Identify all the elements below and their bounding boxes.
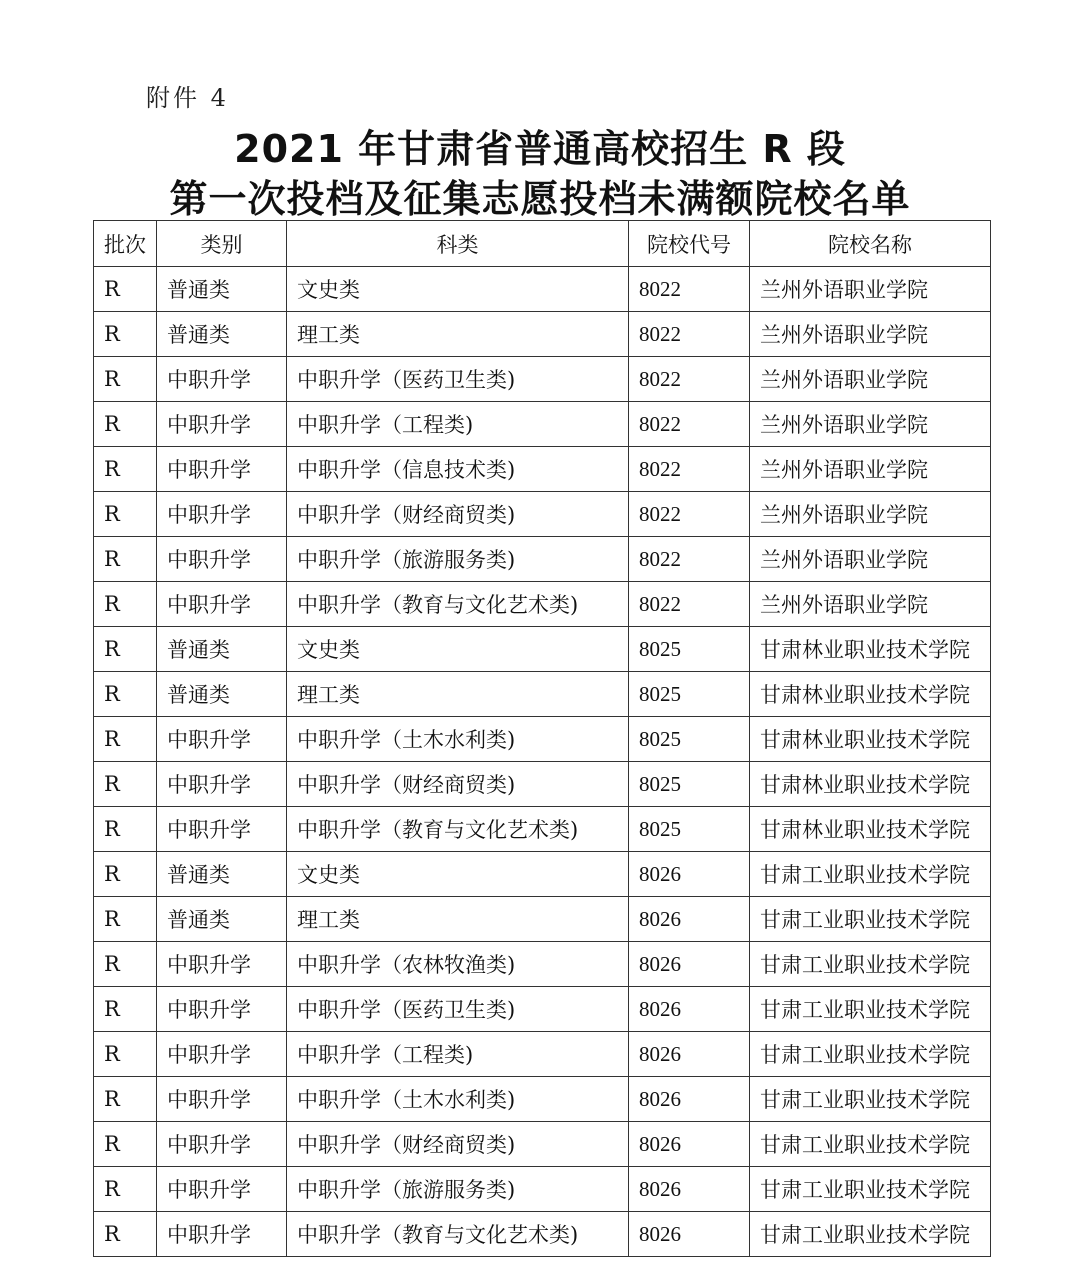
cell-type: 中职升学 [157,1077,287,1122]
cell-school-code: 8022 [629,402,750,447]
cell-batch: R [94,1167,157,1212]
cell-school-code: 8022 [629,492,750,537]
table-row [94,852,991,897]
cell-school-code: 8026 [629,1077,750,1122]
cell-subject: 中职升学（土木水利类) [287,1077,629,1122]
cell-batch: R [94,1077,157,1122]
table-row [94,582,991,627]
cell-type: 普通类 [157,897,287,942]
header-batch: 批次 [94,221,157,267]
cell-type: 中职升学 [157,1122,287,1167]
table-header-row [94,221,991,267]
cell-school-code: 8026 [629,897,750,942]
document-title-line1: 2021 年甘肃省普通高校招生 R 段 [234,127,846,171]
cell-school-code: 8022 [629,582,750,627]
header-school-name: 院校名称 [750,221,991,267]
cell-subject: 中职升学（信息技术类) [287,447,629,492]
cell-school-code: 8026 [629,1122,750,1167]
cell-subject: 中职升学（财经商贸类) [287,492,629,537]
cell-subject: 中职升学（医药卫生类) [287,357,629,402]
cell-type: 中职升学 [157,717,287,762]
cell-batch: R [94,1032,157,1077]
cell-subject: 理工类 [287,672,629,717]
attachment-label: 附件 4 [146,84,229,112]
cell-batch: R [94,807,157,852]
cell-batch: R [94,852,157,897]
cell-school-code: 8025 [629,762,750,807]
cell-school-code: 8026 [629,987,750,1032]
cell-school-name: 甘肃工业职业技术学院 [750,1077,991,1122]
cell-school-name: 甘肃工业职业技术学院 [750,1167,991,1212]
cell-type: 中职升学 [157,357,287,402]
cell-subject: 中职升学（教育与文化艺术类) [287,1212,629,1257]
table-row [94,1122,991,1167]
cell-subject: 中职升学（土木水利类) [287,717,629,762]
table-row [94,627,991,672]
table-row [94,267,991,312]
cell-type: 中职升学 [157,987,287,1032]
table-row [94,1212,991,1257]
cell-type: 中职升学 [157,1212,287,1257]
cell-subject: 中职升学（教育与文化艺术类) [287,582,629,627]
cell-school-code: 8025 [629,672,750,717]
table-row [94,807,991,852]
cell-school-name: 甘肃工业职业技术学院 [750,897,991,942]
header-school-code: 院校代号 [629,221,750,267]
table-row [94,987,991,1032]
cell-school-name: 甘肃林业职业技术学院 [750,807,991,852]
cell-school-code: 8026 [629,942,750,987]
cell-subject: 中职升学（医药卫生类) [287,987,629,1032]
cell-type: 普通类 [157,672,287,717]
cell-batch: R [94,267,157,312]
cell-subject: 理工类 [287,312,629,357]
cell-subject: 中职升学（教育与文化艺术类) [287,807,629,852]
cell-batch: R [94,897,157,942]
cell-type: 普通类 [157,852,287,897]
table-row [94,672,991,717]
cell-type: 中职升学 [157,1167,287,1212]
cell-school-name: 兰州外语职业学院 [750,492,991,537]
cell-school-name: 兰州外语职业学院 [750,357,991,402]
table-row [94,402,991,447]
cell-school-code: 8022 [629,312,750,357]
cell-type: 普通类 [157,267,287,312]
cell-school-code: 8022 [629,447,750,492]
cell-subject: 中职升学（农林牧渔类) [287,942,629,987]
cell-subject: 理工类 [287,897,629,942]
cell-school-name: 甘肃工业职业技术学院 [750,942,991,987]
cell-batch: R [94,627,157,672]
cell-subject: 文史类 [287,267,629,312]
cell-school-name: 甘肃林业职业技术学院 [750,672,991,717]
cell-school-code: 8025 [629,807,750,852]
table-row [94,357,991,402]
table-row [94,447,991,492]
cell-batch: R [94,987,157,1032]
cell-type: 中职升学 [157,447,287,492]
cell-type: 中职升学 [157,807,287,852]
cell-subject: 中职升学（工程类) [287,1032,629,1077]
cell-school-code: 8025 [629,627,750,672]
cell-type: 中职升学 [157,402,287,447]
cell-school-name: 甘肃工业职业技术学院 [750,987,991,1032]
cell-batch: R [94,672,157,717]
table-row [94,1032,991,1077]
cell-batch: R [94,312,157,357]
document-title-line2: 第一次投档及征集志愿投档未满额院校名单 [169,177,911,221]
cell-type: 中职升学 [157,582,287,627]
table-row [94,942,991,987]
cell-school-code: 8026 [629,1167,750,1212]
cell-subject: 文史类 [287,852,629,897]
cell-school-code: 8026 [629,1212,750,1257]
cell-batch: R [94,942,157,987]
cell-subject: 中职升学（工程类) [287,402,629,447]
header-subject: 科类 [287,221,629,267]
cell-batch: R [94,582,157,627]
cell-school-code: 8022 [629,357,750,402]
cell-batch: R [94,717,157,762]
cell-school-name: 兰州外语职业学院 [750,537,991,582]
table-row [94,1077,991,1122]
cell-subject: 中职升学（财经商贸类) [287,762,629,807]
cell-batch: R [94,492,157,537]
cell-school-code: 8026 [629,1032,750,1077]
cell-school-name: 甘肃工业职业技术学院 [750,852,991,897]
cell-subject: 中职升学（旅游服务类) [287,537,629,582]
cell-type: 中职升学 [157,492,287,537]
table-row [94,897,991,942]
cell-school-name: 甘肃林业职业技术学院 [750,627,991,672]
cell-school-name: 甘肃林业职业技术学院 [750,717,991,762]
table-row [94,717,991,762]
cell-school-name: 兰州外语职业学院 [750,582,991,627]
cell-school-name: 甘肃工业职业技术学院 [750,1212,991,1257]
cell-type: 中职升学 [157,942,287,987]
cell-batch: R [94,402,157,447]
cell-school-name: 甘肃工业职业技术学院 [750,1122,991,1167]
cell-school-code: 8026 [629,852,750,897]
cell-school-name: 兰州外语职业学院 [750,267,991,312]
cell-school-code: 8025 [629,717,750,762]
cell-subject: 文史类 [287,627,629,672]
table-body [94,267,991,1257]
cell-school-name: 兰州外语职业学院 [750,312,991,357]
cell-type: 普通类 [157,312,287,357]
cell-batch: R [94,762,157,807]
cell-type: 中职升学 [157,1032,287,1077]
admission-table [93,220,991,1257]
header-type: 类别 [157,221,287,267]
cell-school-name: 兰州外语职业学院 [750,402,991,447]
cell-batch: R [94,357,157,402]
cell-batch: R [94,537,157,582]
cell-school-name: 兰州外语职业学院 [750,447,991,492]
table-row [94,762,991,807]
cell-school-name: 甘肃林业职业技术学院 [750,762,991,807]
cell-type: 中职升学 [157,537,287,582]
table-row [94,1167,991,1212]
cell-school-code: 8022 [629,267,750,312]
cell-type: 中职升学 [157,762,287,807]
cell-batch: R [94,1212,157,1257]
cell-school-code: 8022 [629,537,750,582]
cell-type: 普通类 [157,627,287,672]
cell-subject: 中职升学（旅游服务类) [287,1167,629,1212]
table-row [94,492,991,537]
cell-school-name: 甘肃工业职业技术学院 [750,1032,991,1077]
cell-batch: R [94,1122,157,1167]
table-row [94,537,991,582]
table-row [94,312,991,357]
cell-subject: 中职升学（财经商贸类) [287,1122,629,1167]
cell-batch: R [94,447,157,492]
